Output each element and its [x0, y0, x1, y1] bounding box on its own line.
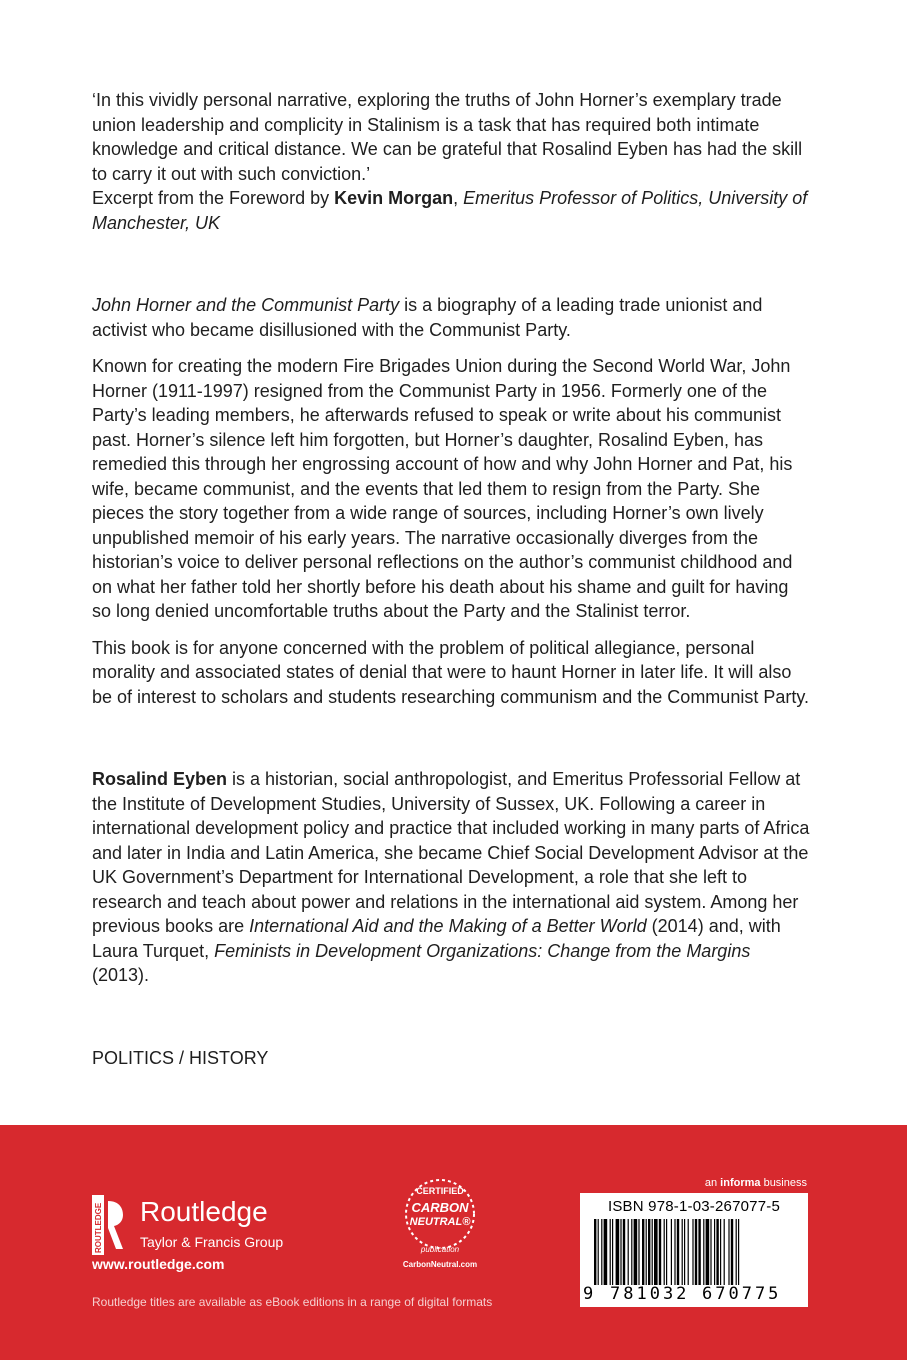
barcode-bar	[731, 1219, 733, 1285]
informa-tagline	[705, 1176, 807, 1190]
publisher-group: Taylor & Francis Group	[140, 1234, 284, 1250]
subject-category: POLITICS / HISTORY	[92, 1047, 269, 1068]
barcode-bar	[620, 1219, 621, 1285]
bio-book-1: International Aid and the Making of a Better World	[249, 916, 647, 936]
publisher-url[interactable]: www.routledge.com	[92, 1256, 225, 1272]
back-cover-text	[92, 88, 812, 1070]
barcode-bar	[664, 1219, 665, 1285]
quote-text: ‘In this vividly personal narrative, exploring the truths of John Horner’s exemplary trade union leadership and complicity in Stalinism is a task that has required both intimate knowledge and critical distance. We can be grateful that Rosalind Eyben has had the skill to carry it out with such conviction.’	[92, 90, 803, 184]
barcode-bar	[634, 1219, 638, 1285]
barcode-bar	[720, 1219, 721, 1285]
foreword-quote	[92, 88, 812, 235]
carbon-main-1: CARBON	[411, 1200, 469, 1215]
ebook-note: Routledge titles are available as eBook editions in a range of digital formats	[92, 1295, 493, 1309]
barcode-bar	[646, 1219, 647, 1285]
barcode-bar	[677, 1219, 679, 1285]
barcode-bar	[684, 1219, 685, 1285]
ean-right-group: 670775	[702, 1284, 782, 1304]
barcode-bar	[688, 1219, 689, 1285]
author-bio	[92, 767, 812, 988]
description-paragraph-3: This book is for anyone concerned with the problem of political allegiance, personal morality and associated states of denial that were to haunt Horner in later life. It will also be of interest to scholars and students researching communism and the Communist Party.	[92, 637, 810, 707]
carbon-neutral-logo-icon	[385, 1170, 495, 1275]
barcode-bar	[706, 1219, 710, 1285]
barcode-bar	[598, 1219, 599, 1285]
isbn-barcode	[580, 1193, 808, 1307]
barcode-bar	[631, 1219, 632, 1285]
barcode-bar	[638, 1219, 639, 1285]
informa-brand: informa	[720, 1177, 761, 1189]
carbon-main-2: NEUTRAL®	[409, 1216, 471, 1228]
barcode-bar	[698, 1219, 700, 1285]
routledge-logo-icon	[92, 1195, 124, 1255]
barcode-bar	[724, 1219, 725, 1285]
ean-left-group: 781032	[610, 1284, 690, 1304]
barcode-bar	[674, 1219, 675, 1285]
barcode-bar	[738, 1219, 739, 1285]
carbon-bottom-text: publication	[420, 1245, 460, 1254]
quote-attribution-sep: ,	[453, 188, 464, 208]
quote-attribution-name: Kevin Morgan	[334, 188, 454, 208]
barcode-bar	[703, 1219, 704, 1285]
quote-attribution-role: Emeritus Professor of Politics, University of Manchester, UK	[92, 188, 808, 233]
barcode-bar	[616, 1219, 620, 1285]
barcode-bar	[710, 1219, 711, 1285]
barcode-bar	[666, 1219, 667, 1285]
bio-book-2: Feminists in Development Organizations: Change from the Margins	[214, 940, 751, 961]
barcode-bar	[736, 1219, 737, 1285]
author-name: Rosalind Eyben	[92, 769, 228, 789]
barcode-bar	[648, 1219, 650, 1285]
barcode-bar	[601, 1219, 602, 1285]
carbon-top-text: CERTIFIED	[416, 1186, 464, 1196]
barcode-bar	[714, 1219, 715, 1285]
quote-attribution-prefix: Excerpt from the Foreword by	[92, 188, 335, 208]
barcode-bar	[654, 1219, 658, 1285]
barcode-bar	[671, 1219, 672, 1285]
informa-prefix: an	[704, 1177, 721, 1189]
book-title: John Horner and the Communist Party	[92, 295, 400, 315]
bio-text-1: is a historian, social anthropologist, and Emeritus Professorial Fellow at the Institute of Development Studies, University of Sussex, UK. Following a career in international development policy and practice that included working in many parts of Africa and later in India and Latin America, she became Chief Social Development Advisor at the UK Government’s Department for International Development, a role that she left to research and teach about power and relations in the international aid system. Among her previous books are	[92, 769, 810, 936]
barcode-bar	[628, 1219, 629, 1285]
description-intro	[92, 293, 812, 342]
carbon-url: CarbonNeutral.com	[402, 1260, 478, 1269]
barcode-bar	[728, 1219, 729, 1285]
publisher-name: Routledge	[140, 1196, 268, 1227]
barcode-bar	[612, 1219, 613, 1285]
barcode-bar	[623, 1219, 625, 1285]
isbn-text: ISBN 978-1-03-267077-5	[607, 1198, 780, 1215]
ean-first-digit: 9	[583, 1284, 594, 1304]
barcode-bar	[682, 1219, 683, 1285]
barcode-bar	[604, 1219, 608, 1285]
barcode-bar	[659, 1219, 661, 1285]
barcode-bar	[594, 1219, 596, 1285]
barcode-bar	[692, 1219, 693, 1285]
bio-text-3: (2013).	[92, 965, 150, 985]
barcode-bar	[695, 1219, 697, 1285]
intro-rest: is a biography of a leading trade unionist and activist who became disillusioned with the Communist Party.	[92, 295, 763, 340]
barcode-bar	[642, 1219, 644, 1285]
bio-text-2: (2014) and, with Laura Turquet,	[92, 916, 781, 961]
barcode-bar	[652, 1219, 653, 1285]
barcode-bar	[716, 1219, 718, 1285]
informa-suffix: business	[760, 1177, 807, 1189]
barcode-bar	[610, 1219, 611, 1285]
logo-vertical-text: ROUTLEDGE	[94, 1202, 103, 1253]
ean-digits	[580, 1284, 808, 1306]
description-paragraph-2: Known for creating the modern Fire Brigades Union during the Second World War, John Horner (1911-1997) resigned from the Communist Party in 1956. Formerly one of the Party’s leading members, he afterwards refused to speak or write about his communist past. Horner’s silence left him forgotten, but Horner’s daughter, Rosalind Eyben, has remedied this through her engrossing account of how and why John Horner and Pat, his wife, became communist, and the events that led them to resign from the Party. She pieces the story together from a wide range of sources, including Horner’s own lively unpublished memoir of his early years. The narrative occasionally diverges from the historian’s voice to deliver personal reflections on the author’s communist childhood and on what her father told her shortly before his death about his shame and guilt for having so long denied uncomfortable truths about the Party and the Stalinist terror.	[92, 356, 793, 621]
